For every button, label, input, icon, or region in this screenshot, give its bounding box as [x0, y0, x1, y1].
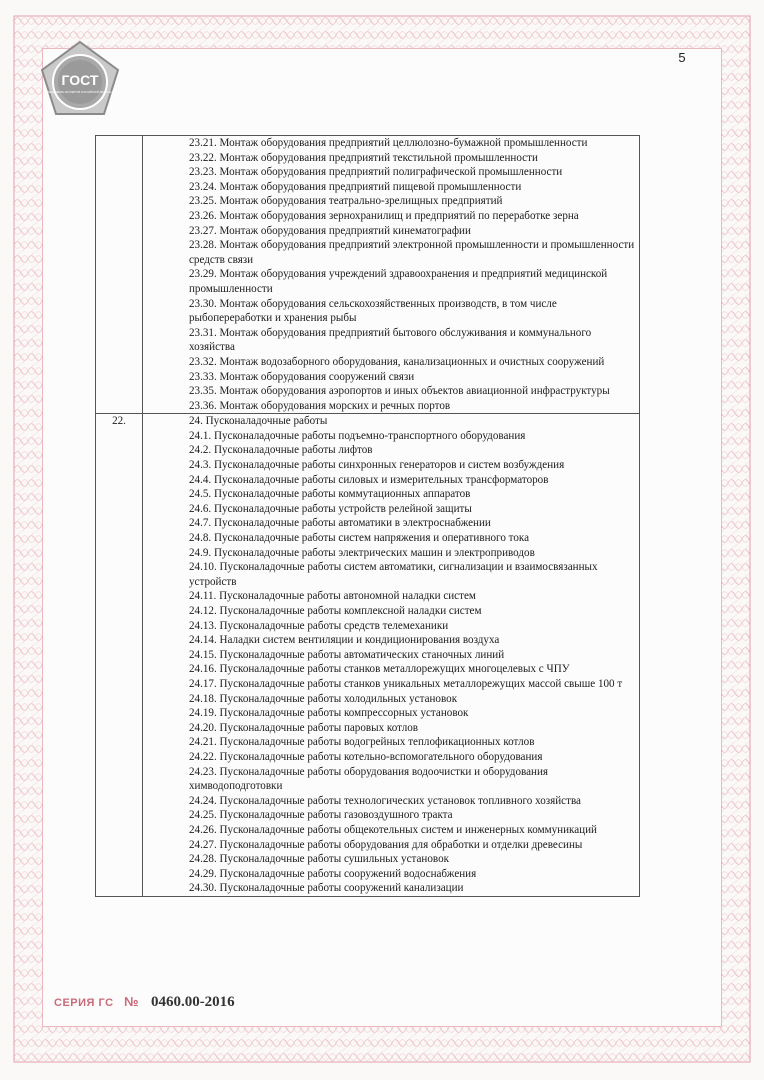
list-item: 23.22. Монтаж оборудования предприятий текстильной промышленности — [189, 151, 538, 164]
list-item: 24.30. Пусконаладочные работы сооружений канализации — [189, 882, 464, 895]
list-item: 24.4. Пусконаладочные работы силовых и измерительных трансформаторов — [189, 473, 549, 486]
list-item: 23.21. Монтаж оборудования предприятий целлюлозно-бумажной промышленности — [189, 137, 588, 149]
row-number: 22. — [96, 414, 143, 897]
list-item: 24.28. Пусконаладочные работы сушильных установок — [189, 853, 450, 866]
list-item: 23.35. Монтаж оборудования аэропортов и иных объектов авиационной инфраструктуры — [189, 385, 610, 398]
row-work-types — [143, 136, 640, 414]
list-item: 24.13. Пусконаладочные работы средств телемеханики — [189, 619, 449, 632]
list-item: 23.36. Монтаж оборудования морских и речных портов — [189, 399, 451, 412]
list-item: 24. Пусконаладочные работы — [189, 415, 328, 428]
list-item: 24.27. Пусконаладочные работы оборудования для обработки и отделки древесины — [189, 838, 583, 851]
list-item: 24.17. Пусконаладочные работы станков уникальных металлорежущих массой свыше 100 т — [189, 677, 623, 690]
list-item: 23.27. Монтаж оборудования предприятий кинематографии — [189, 224, 471, 237]
list-item: 24.7. Пусконаладочные работы автоматики в электроснабжении — [189, 517, 491, 530]
list-item: 24.9. Пусконаладочные работы электрических машин и электроприводов — [189, 546, 535, 559]
list-item: 24.15. Пусконаладочные работы автоматических станочных линий — [189, 648, 505, 661]
table-row — [96, 414, 640, 897]
list-item: 23.31. Монтаж оборудования предприятий бытового обслуживания и коммунального хозяйства — [189, 326, 592, 354]
list-item: 23.26. Монтаж оборудования зернохранилищ и предприятий по переработке зерна — [189, 209, 579, 222]
row-number — [96, 136, 143, 414]
list-item: 23.29. Монтаж оборудования учреждений здравоохранения и предприятий медицинской промышленности — [189, 268, 608, 295]
page-number: 5 — [678, 50, 686, 65]
list-item: 24.12. Пусконаладочные работы комплексной наладки систем — [189, 605, 482, 617]
list-item: 24.23. Пусконаладочные работы оборудования водоочистки и оборудования химводоподготовки — [189, 765, 548, 793]
list-item: 24.3. Пусконаладочные работы синхронных генераторов и систем возбуждения — [189, 459, 565, 472]
list-item: 23.28. Монтаж оборудования предприятий электронной промышленности и промышленности средств связи — [189, 239, 635, 266]
list-item: 23.24. Монтаж оборудования предприятий пищевой промышленности — [189, 180, 522, 193]
number-label: № — [123, 994, 139, 1009]
list-item: 24.6. Пусконаладочные работы устройств релейной защиты — [189, 502, 472, 515]
list-item: 24.11. Пусконаладочные работы автономной наладки систем — [189, 590, 476, 603]
list-item: 24.16. Пусконаладочные работы станков металлорежущих многоцелевых с ЧПУ — [189, 663, 570, 676]
row-work-types — [143, 414, 640, 897]
list-item: 24.8. Пусконаладочные работы систем напряжения и оперативного тока — [189, 532, 530, 545]
list-item: 24.1. Пусконаладочные работы подъемно-транспортного оборудования — [189, 429, 526, 442]
certificate-number: 0460.00-2016 — [150, 994, 235, 1010]
list-item: 24.22. Пусконаладочные работы котельно-вспомогательного оборудования — [189, 750, 543, 763]
list-item: 23.23. Монтаж оборудования предприятий полиграфической промышленности — [189, 166, 563, 179]
list-item: 24.20. Пусконаладочные работы паровых котлов — [189, 721, 419, 734]
gost-logo — [36, 38, 124, 118]
list-item: 24.5. Пусконаладочные работы коммутационных аппаратов — [189, 488, 471, 501]
list-item: 24.25. Пусконаладочные работы газовоздушного тракта — [189, 809, 453, 822]
logo-subtitle: ОБЪЕДИНЕНИЕ ЭКСПЕРТОВ РОССИЙСКОЙ ФЕДЕРАЦИИ — [43, 91, 117, 94]
list-item: 23.25. Монтаж оборудования театрально-зрелищных предприятий — [189, 195, 503, 208]
list-item: 24.26. Пусконаладочные работы общекотельных систем и инженерных коммуникаций — [189, 823, 597, 836]
logo-text: ГОСТ — [61, 72, 99, 88]
list-item: 23.33. Монтаж оборудования сооружений связи — [189, 370, 415, 383]
table-row — [96, 136, 640, 414]
list-item: 23.32. Монтаж водозаборного оборудования, канализационных и очистных сооружений — [189, 355, 605, 368]
list-item: 24.14. Наладки систем вентиляции и кондиционирования воздуха — [189, 634, 500, 647]
list-item: 24.21. Пусконаладочные работы водогрейных теплофикационных котлов — [189, 736, 535, 749]
series-label: СЕРИЯ ГС — [54, 997, 114, 1009]
list-item: 24.24. Пусконаладочные работы технологических установок топливного хозяйства — [189, 794, 581, 807]
list-item: 24.2. Пусконаладочные работы лифтов — [189, 444, 373, 457]
list-item: 24.29. Пусконаладочные работы сооружений водоснабжения — [189, 867, 477, 880]
certificate-footer — [54, 993, 235, 1011]
list-item: 23.30. Монтаж оборудования сельскохозяйственных производств, в том числе рыбопереработки и хранения рыбы — [189, 297, 557, 325]
list-item: 24.10. Пусконаладочные работы систем автоматики, сигнализации и взаимосвязанных устройств — [189, 561, 598, 588]
list-item: 24.19. Пусконаладочные работы компрессорных установок — [189, 707, 469, 720]
list-item: 24.18. Пусконаладочные работы холодильных установок — [189, 692, 458, 705]
work-types-table — [95, 135, 640, 897]
